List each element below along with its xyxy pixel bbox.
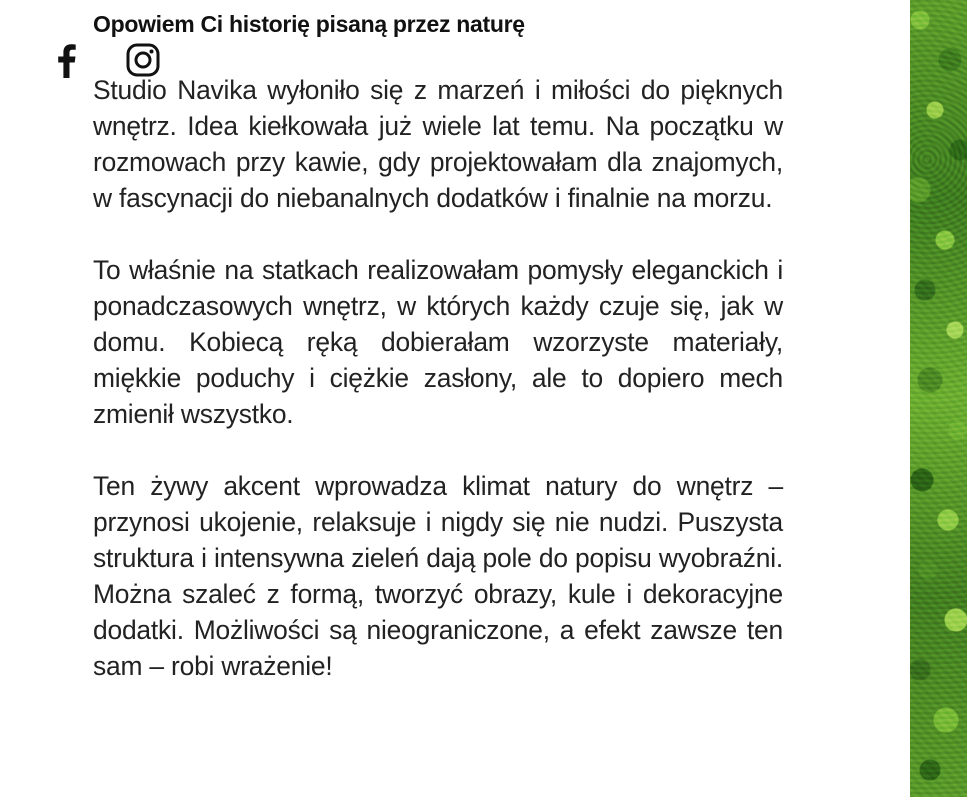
facebook-icon: [50, 42, 84, 78]
facebook-link[interactable]: [50, 42, 84, 78]
section-heading: Opowiem Ci historię pisaną przez naturę: [93, 11, 525, 37]
story-article: [93, 72, 783, 720]
moss-decorative-image: [910, 0, 967, 797]
story-paragraph-3: Ten żywy akcent wprowadza klimat natury do wnętrz – przynosi ukojenie, relaksuje i nigdy się nie nudzi. Puszysta struktura i intensywna zieleń dają pole do popisu wyobraźni. Można szaleć z formą, tworzyć obrazy, kule i dekoracyjne dodatki. Możliwości są nieograniczone, a efekt zawsze ten sam – robi wrażenie!: [93, 471, 783, 681]
story-paragraph-1: Studio Navika wyłoniło się z marzeń i miłości do pięknych wnętrz. Idea kiełkowała już wiele lat temu. Na początku w rozmowach przy kawie, gdy projektowałam dla znajomych, w fascynacji do niebanalnych dodatków i finalnie na morzu.: [93, 75, 783, 213]
story-paragraph-2: To właśnie na statkach realizowałam pomysły eleganckich i ponadczasowych wnętrz, w których każdy czuje się, jak w domu. Kobiecą ręką dobierałam wzorzyste materiały, miękkie poduchy i ciężkie zasłony, ale to dopiero mech zmienił wszystko.: [93, 255, 783, 429]
